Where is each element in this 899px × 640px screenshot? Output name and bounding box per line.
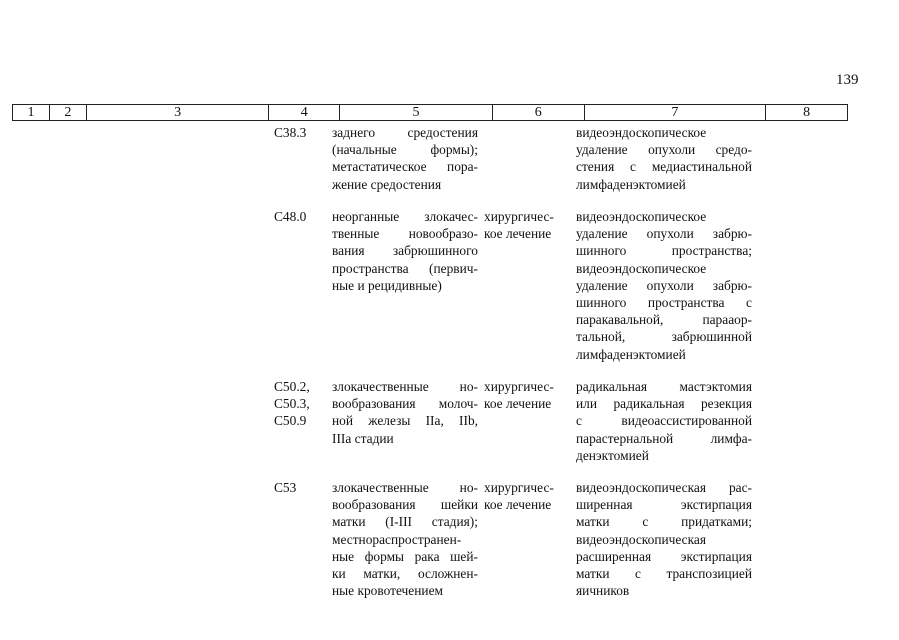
text-line: C50.2, (274, 379, 310, 394)
text-line: матки (I-III стадия); (332, 514, 478, 530)
text-line: C50.9 (274, 413, 307, 429)
row-2-code: C48.0 (274, 209, 307, 224)
text-line: C50.3, (274, 396, 310, 412)
text-line: твенные новообразо- (332, 226, 478, 242)
text-line: местнораспространен- (332, 531, 462, 547)
text-line: матки с придатками; (576, 514, 752, 530)
text-line: пространства (первич- (332, 260, 478, 276)
row-4-method (576, 479, 752, 599)
text-line: с видеоассистированной (576, 413, 752, 429)
text-line: IIIa стадии (332, 430, 394, 446)
text-line: парастернальной лимфа- (576, 430, 752, 446)
column-header-8: 8 (803, 105, 811, 120)
text-line: тальной, забрюшинной (576, 329, 752, 345)
row-4-code: C53 (274, 480, 297, 495)
row-4-treatment (484, 479, 568, 513)
column-header-5: 5 (340, 105, 493, 120)
text-line: кое лечение (484, 226, 552, 242)
text-line: неорганные злокачес- (332, 209, 478, 224)
text-line: заднего средостения (332, 125, 478, 140)
column-header-2: 2 (50, 105, 87, 120)
column-header-7: 7 (585, 105, 767, 120)
text-line: удаление опухоли забрю- (576, 277, 752, 293)
text-line: видеоэндоскопическая (576, 531, 707, 547)
text-line: видеоэндоскопическое (576, 260, 707, 276)
text-line: видеоэндоскопическое (576, 125, 707, 140)
text-line: радикальная мастэктомия (576, 379, 752, 394)
column-header-4: 4 (269, 105, 340, 120)
column-header-1: 1 (13, 105, 50, 120)
row-2-treatment (484, 208, 568, 242)
row-2-diagnosis (332, 208, 478, 294)
text-line: (начальные формы); (332, 142, 478, 158)
text-line: ной железы IIa, IIb, (332, 413, 478, 429)
text-line: ные и рецидивные) (332, 277, 442, 293)
text-line: денэктомией (576, 447, 649, 463)
row-3-method (576, 378, 752, 464)
text-line: ные кровотечением (332, 583, 443, 599)
column-header-6: 6 (493, 105, 585, 120)
text-line: удаление опухоли забрю- (576, 226, 752, 242)
text-line: ки матки, осложнен- (332, 566, 478, 582)
text-line: злокачественные но- (332, 379, 478, 394)
text-line: злокачественные но- (332, 480, 478, 495)
text-line: или радикальная резекция (576, 396, 752, 412)
text-line: удаление опухоли средо- (576, 142, 752, 158)
text-line: вания забрюшинного (332, 243, 478, 259)
text-line: ширенная экстирпация (576, 497, 752, 513)
row-2-method (576, 208, 752, 363)
text-line: лимфаденэктомией (576, 346, 686, 362)
text-line: яичников (576, 583, 630, 599)
table-header-row (12, 104, 848, 121)
column-header-3: 3 (87, 105, 270, 120)
text-line: лимфаденэктомией (576, 176, 686, 192)
row-4-diagnosis (332, 479, 478, 599)
text-line: кое лечение (484, 497, 552, 513)
text-line: паракавальной, парааор- (576, 312, 752, 328)
row-1-method (576, 124, 752, 193)
text-line: хирургичес- (484, 480, 554, 495)
row-1-diagnosis (332, 124, 478, 193)
text-line: хирургичес- (484, 209, 554, 224)
text-line: стения с медиастинальной (576, 159, 752, 175)
text-line: метастатическое пора- (332, 159, 478, 175)
text-line: хирургичес- (484, 379, 554, 394)
page-number: 139 (836, 72, 859, 88)
text-line: видеоэндоскопическое (576, 209, 707, 224)
row-3-diagnosis (332, 378, 478, 447)
text-line: вообразования шейки (332, 497, 478, 513)
row-3-code (274, 378, 324, 430)
row-3-treatment (484, 378, 568, 412)
text-line: матки с транспозицией (576, 566, 752, 582)
text-line: кое лечение (484, 396, 552, 412)
row-1-code: C38.3 (274, 125, 307, 140)
text-line: шинного пространства с (576, 295, 752, 311)
text-line: видеоэндоскопическая рас- (576, 480, 752, 495)
text-line: расширенная экстирпация (576, 548, 752, 564)
text-line: шинного пространства; (576, 243, 752, 259)
text-line: ные формы рака шей- (332, 548, 478, 564)
text-line: вообразования молоч- (332, 396, 478, 412)
text-line: жение средостения (332, 176, 442, 192)
